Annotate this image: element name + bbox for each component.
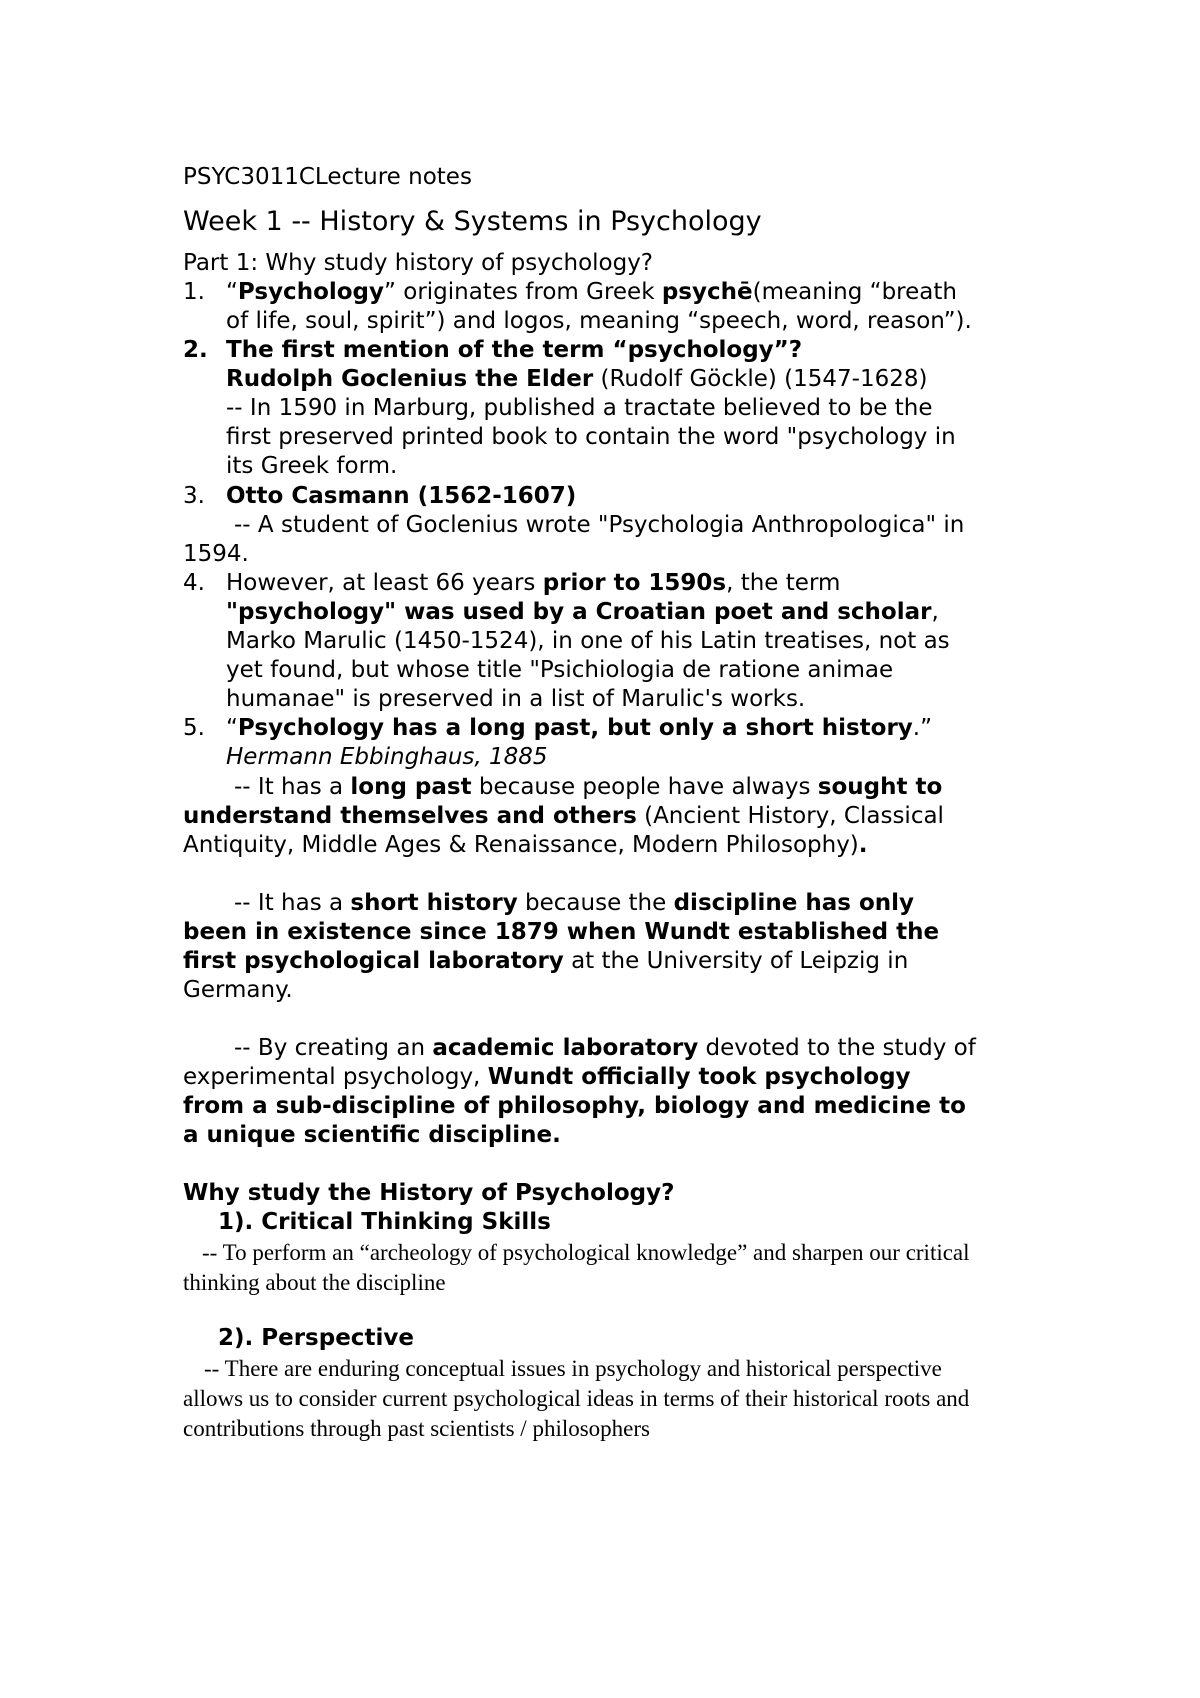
week-title: Week 1 -- History & Systems in Psychology [183,206,762,237]
item-2-line-4: first preserved printed book to contain the word "psychology in [226,424,956,450]
item-2-line-2: Rudolph Goclenius the Elder (Rudolf Göckle) (1547-1628) [226,366,928,392]
item-5-attribution: Hermann Ebbinghaus, 1885 [226,744,548,770]
long-past-line-3: Antiquity, Middle Ages & Renaissance, Modern Philosophy). [183,832,868,858]
long-past-line-1: -- It has a long past because people have always sought to [234,774,943,800]
item-5-quote: “Psychology has a long past, but only a short history.” [226,715,933,741]
course-header: PSYC3011CLecture notes [183,164,472,190]
item-2-number: 2. [183,337,208,363]
item-2-line-1: The first mention of the term “psychology”? [226,337,803,363]
item-3-line-3: 1594. [183,541,249,567]
item-3-number: 3. [183,483,205,509]
item-3-line-2: -- A student of Goclenius wrote "Psychologia Anthropologica" in [234,512,965,538]
long-past-line-2: understand themselves and others (Ancient History, Classical [183,803,944,829]
item-4-line-4: yet found, but whose title "Psichiologia de ratione animae [226,657,894,683]
item-4-line-3: Marko Marulic (1450-1524), in one of his Latin treatises, not as [226,628,950,654]
item-1-line-1: “Psychology” originates from Greek psychē(meaning “breath [226,279,957,305]
short-history-line-4: Germany. [183,977,293,1003]
perspective-heading: 2). Perspective [218,1325,414,1351]
item-4-line-2: "psychology" was used by a Croatian poet and scholar, [226,599,939,625]
item-2-line-5: its Greek form. [226,453,398,479]
short-history-line-1: -- It has a short history because the discipline has only [234,890,915,916]
short-history-line-3: first psychological laboratory at the University of Leipzig in [183,948,909,974]
critical-thinking-line-2: thinking about the discipline [183,1270,446,1295]
critical-thinking-heading: 1). Critical Thinking Skills [218,1209,551,1235]
wundt-line-4: a unique scientific discipline. [183,1122,561,1148]
perspective-line-3: contributions through past scientists / philosophers [183,1416,650,1441]
perspective-line-1: -- There are enduring conceptual issues in psychology and historical perspective [204,1356,942,1381]
item-4-line-5: humanae" is preserved in a list of Marulic's works. [226,686,806,712]
perspective-line-2: allows us to consider current psychological ideas in terms of their historical roots and [183,1386,970,1411]
item-5-number: 5. [183,715,205,741]
item-1-line-2: of life, soul, spirit”) and logos, meaning “speech, word, reason”). [226,308,972,334]
short-history-line-2: been in existence since 1879 when Wundt established the [183,919,940,945]
part1-heading: Part 1: Why study history of psychology? [183,250,654,276]
item-4-line-1: However, at least 66 years prior to 1590s, the term [226,570,841,596]
wundt-line-2: experimental psychology, Wundt officially took psychology [183,1064,911,1090]
why-heading: Why study the History of Psychology? [183,1180,675,1206]
item-3-line-1: Otto Casmann (1562-1607) [226,483,577,509]
wundt-line-3: from a sub-discipline of philosophy, biology and medicine to [183,1093,966,1119]
item-4-number: 4. [183,570,205,596]
item-2-line-3: -- In 1590 in Marburg, published a tractate believed to be the [226,395,933,421]
critical-thinking-line-1: -- To perform an “archeology of psychological knowledge” and sharpen our critical [202,1240,970,1265]
wundt-line-1: -- By creating an academic laboratory devoted to the study of [234,1035,976,1061]
item-1-number: 1. [183,279,205,305]
